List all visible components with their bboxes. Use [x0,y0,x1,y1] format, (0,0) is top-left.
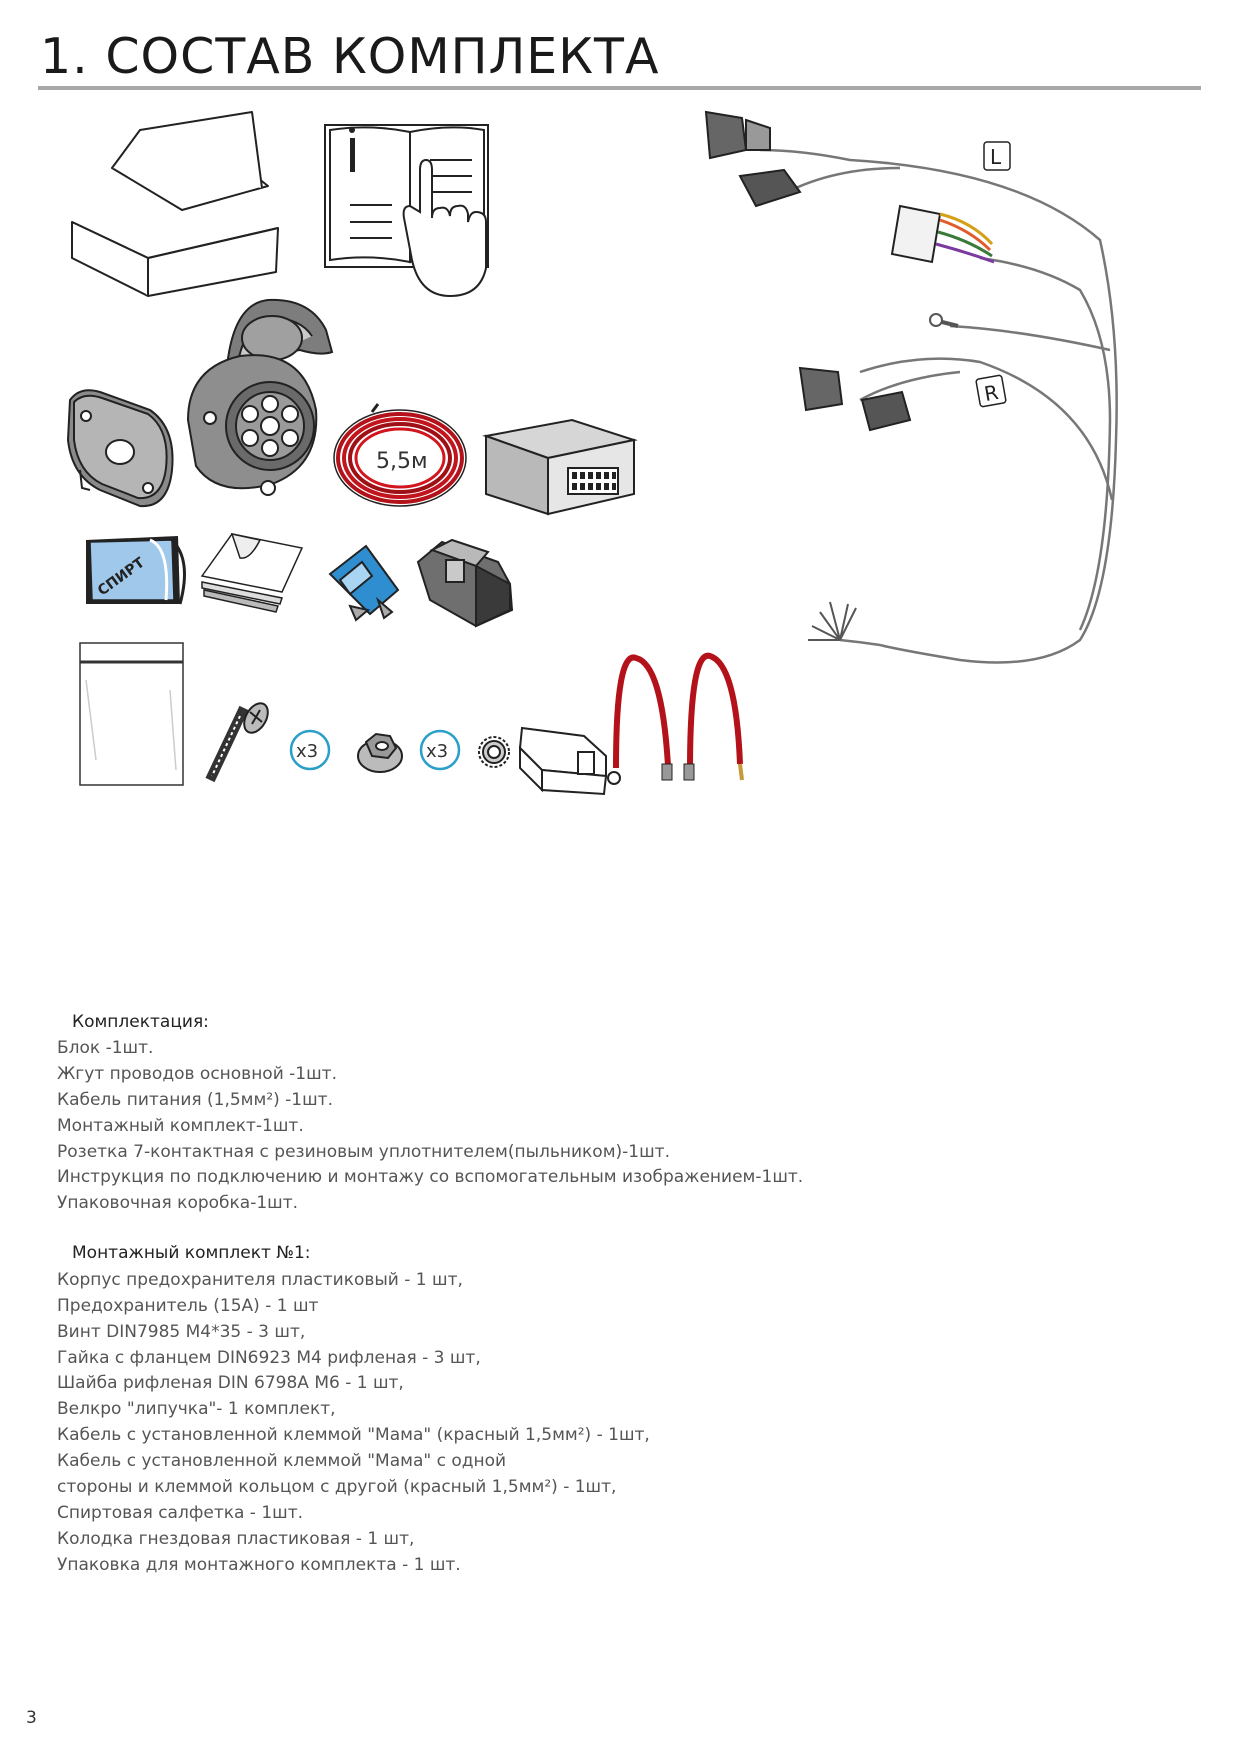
ground-ring-terminal-icon [930,314,958,326]
seven-pin-socket-icon [188,300,332,495]
page-number: 3 [26,1708,37,1728]
kit-heading: Комплектация: [72,1012,209,1032]
harness-label-right: R [982,379,1001,407]
zip-bag-icon [80,643,183,785]
harness-main-connector-icon [892,206,994,262]
kit-item: Жгут проводов основной -1шт. [57,1064,337,1084]
mount-kit-item: стороны и клеммой кольцом с другой (красный 1,5мм²) - 1шт, [57,1477,617,1497]
kit-item: Упаковочная коробка-1шт. [57,1193,299,1213]
mount-kit-item: Кабель с установленной клеммой "Мама" с одной [57,1451,507,1471]
kit-item: Инструкция по подключению и монтажу со вспомогательным изображением-1шт. [57,1167,804,1187]
kit-illustration [0,100,1241,800]
title-divider [38,86,1201,90]
harness-connector-right-icon [800,368,910,430]
cable-length-label: 5,5м [376,449,428,474]
packaging-box-icon [72,112,278,296]
fuse-icon [330,546,398,620]
kit-item: Блок -1шт. [57,1038,154,1058]
wipe-label: СПИРТ [94,554,148,600]
socket-gasket-icon [68,390,173,506]
flange-nut-icon [358,734,402,772]
mount-kit-item: Корпус предохранителя пластиковый - 1 шт, [57,1270,463,1290]
page-title: 1. СОСТАВ КОМПЛЕКТА [40,28,660,85]
mount-kit-item: Винт DIN7985 М4*35 - 3 шт, [57,1322,306,1342]
mount-kit-item: Шайба рифленая DIN 6798A M6 - 1 шт, [57,1373,404,1393]
mount-kit-item: Упаковка для монтажного комплекта - 1 шт. [57,1555,461,1575]
mount-kit-item: Колодка гнездовая пластиковая - 1 шт, [57,1529,415,1549]
control-unit-icon [486,420,634,514]
kit-item: Розетка 7-контактная с резиновым уплотнителем(пыльником)-1шт. [57,1142,670,1162]
mount-kit-heading: Монтажный комплект №1: [72,1243,311,1263]
mount-kit-item: Кабель с установленной клеммой "Мама" (красный 1,5мм²) - 1шт, [57,1425,650,1445]
socket-block-icon [520,728,606,794]
mount-kit-item: Предохранитель (15А) - 1 шт [57,1296,319,1316]
serrated-washer-icon [479,737,509,767]
mount-kit-item: Спиртовая салфетка - 1шт. [57,1503,304,1523]
harness-connector-left-icon [706,112,800,206]
screw-quantity: x3 [296,741,319,762]
kit-item: Монтажный комплект-1шт. [57,1116,304,1136]
kit-item: Кабель питания (1,5мм²) -1шт. [57,1090,333,1110]
mount-kit-item: Велкро "липучка"- 1 комплект, [57,1399,336,1419]
red-jumper-cables-icon [608,656,742,784]
mount-kit-item: Гайка с фланцем DIN6923 М4 рифленая - 3 шт, [57,1348,481,1368]
instruction-book-icon [325,125,488,296]
nut-quantity: x3 [426,741,449,762]
fuse-holder-icon [418,540,512,626]
screw-icon [210,699,273,780]
harness-label-left: L [990,145,1002,169]
velcro-strips-icon [202,534,302,612]
